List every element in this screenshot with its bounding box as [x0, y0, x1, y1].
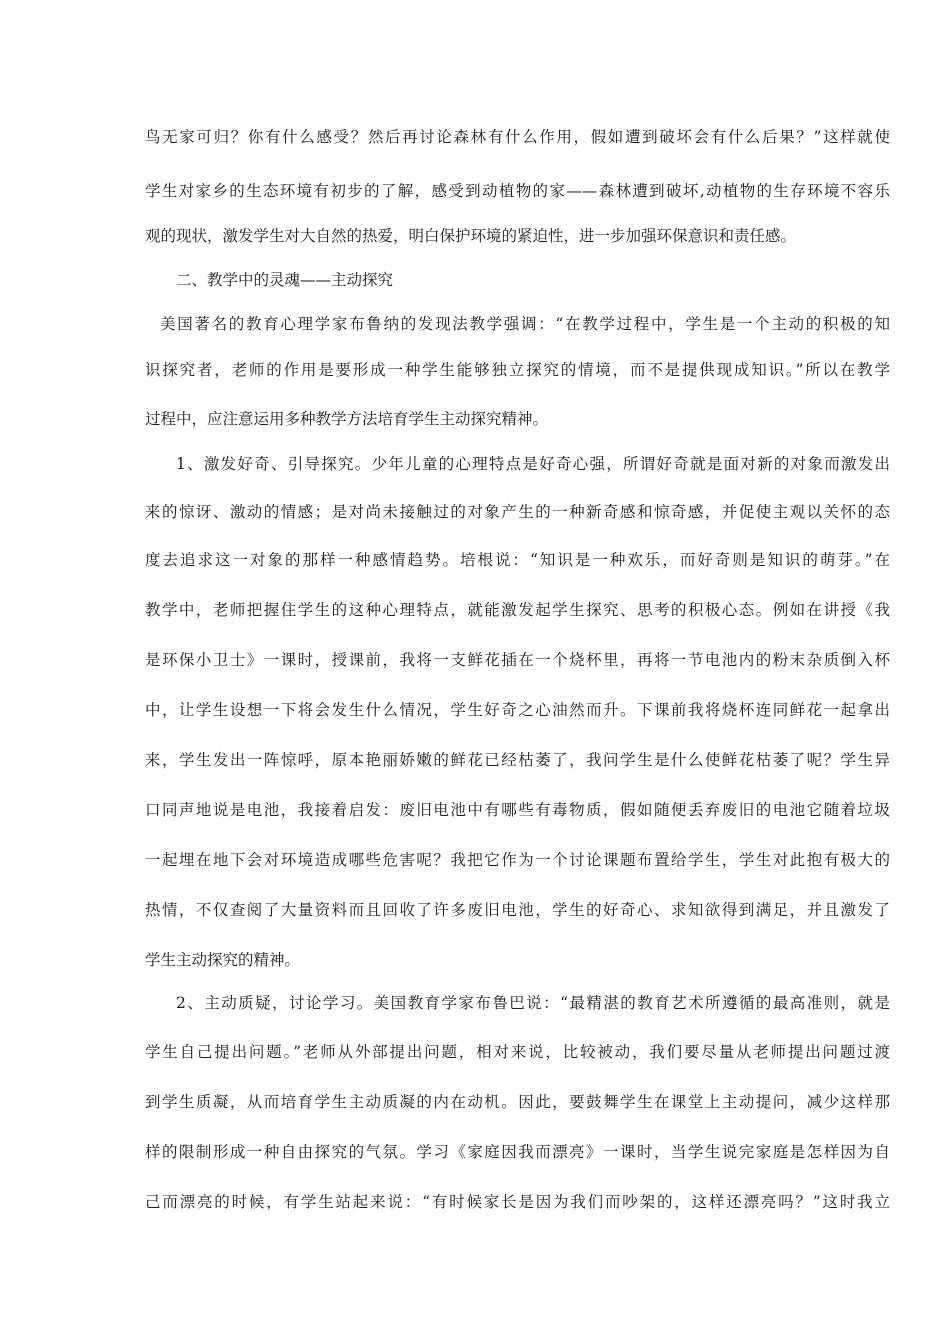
text-line: 样的限制形成一种自由探究的气氛。学习《家庭因我而漂亮》一课时，当学生说完家庭是怎样因为自	[145, 1143, 890, 1161]
text-line: 观的现状，激发学生对大自然的热爱，明白保护环境的紧迫性，进一步加强环保意识和责任感。	[145, 227, 797, 245]
text-line: 己而漂亮的时候，有学生站起来说：“有时候家长是因为我们而吵架的，这样还漂亮吗？”这时我立	[145, 1193, 890, 1211]
text-line: 一起埋在地下会对环境造成哪些危害呢？我把它作为一个讨论课题布置给学生，学生对此抱有极大的	[145, 851, 890, 869]
text-line: 到学生质凝，从而培育学生主动质凝的内在动机。因此，要鼓舞学生在课堂上主动提问，减少这样那	[145, 1093, 890, 1111]
text-line: 来，学生发出一阵惊呼，原本艳丽娇嫩的鲜花已经枯萎了，我问学生是什么使鲜花枯萎了呢？学生异	[145, 751, 890, 769]
text-line: 2、主动质疑，讨论学习。美国教育学家布鲁巴说：“最精湛的教育艺术所遵循的最高准则，就是	[176, 994, 890, 1012]
text-line: 热情，不仅查阅了大量资料而且回收了许多废旧电池，学生的好奇心、求知欲得到满足，并且激发了	[145, 901, 890, 919]
text-line: 中，让学生设想一下将会发生什么情况，学生好奇之心油然而升。下课前我将烧杯连同鲜花一起拿出	[145, 701, 890, 719]
text-line: 1、激发好奇、引导探究。少年儿童的心理特点是好奇心强，所谓好奇就是面对新的对象而激发出	[176, 455, 890, 473]
text-line: 鸟无家可归？你有什么感受？然后再讨论森林有什么作用，假如遭到破坏会有什么后果？”这样就使	[145, 128, 890, 146]
text-line: 学生自己提出问题。”老师从外部提出问题，相对来说，比较被动，我们要尽量从老师提出问题过渡	[145, 1043, 890, 1061]
text-line: 是环保小卫士》一课时，授课前，我将一支鲜花插在一个烧杯里，再将一节电池内的粉末杂质倒入杯	[145, 651, 890, 669]
section-heading: 二、教学中的灵魂——主动探究	[176, 271, 394, 289]
text-line: 来的惊讶、激动的情感；是对尚未接触过的对象产生的一种新奇感和惊奇感，并促使主观以关怀的态	[145, 503, 890, 521]
text-line: 学生主动探究的精神。	[145, 951, 301, 969]
text-line: 度去追求这一对象的那样一种感情趋势。培根说：“知识是一种欢乐，而好奇则是知识的萌芽。”在	[145, 551, 890, 569]
text-line: 识探究者，老师的作用是要形成一种学生能够独立探究的情境，而不是提供现成知识。”所以在教学	[145, 361, 890, 379]
text-line: 教学中，老师把握住学生的这种心理特点，就能激发起学生探究、思考的积极心态。例如在讲授《我	[145, 601, 890, 619]
text-line: 学生对家乡的生态环境有初步的了解，感受到动植物的家——森林遭到破坏,动植物的生存环境不容乐	[145, 182, 890, 200]
text-line: 美国著名的教育心理学家布鲁纳的发现法教学强调：“在教学过程中，学生是一个主动的积极的知	[160, 315, 890, 333]
text-line: 口同声地说是电池，我接着启发：废旧电池中有哪些有毒物质，假如随便丢弃废旧的电池它随着垃圾	[145, 801, 890, 819]
text-line: 过程中，应注意运用多种教学方法培育学生主动探究精神。	[145, 410, 549, 428]
